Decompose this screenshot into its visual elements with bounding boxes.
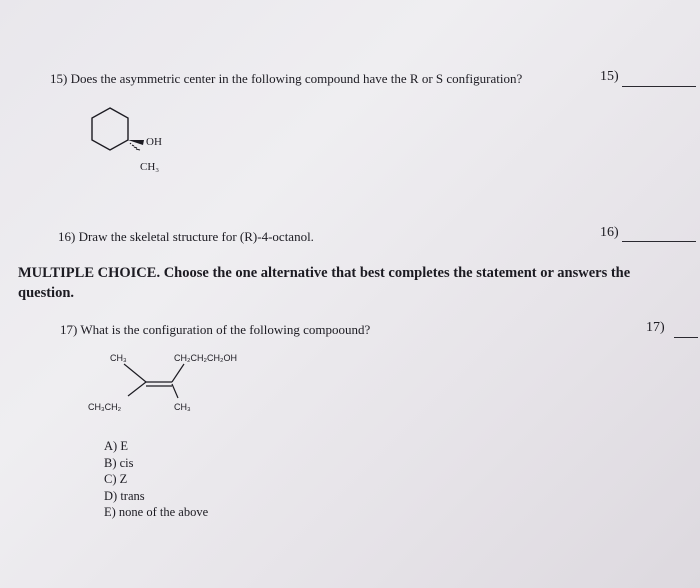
oh-label: OH (146, 136, 162, 148)
option-d[interactable]: D) trans (104, 488, 145, 503)
option-b[interactable]: B) cis (104, 455, 134, 470)
question-15-number: 15) (600, 69, 619, 84)
bottom-right-substituent: CH₃ (174, 402, 191, 412)
answer-blank-17[interactable] (674, 337, 698, 338)
wedge-bond (128, 140, 144, 145)
option-e[interactable]: E) none of the above (104, 505, 209, 519)
option-c[interactable]: C) Z (104, 472, 128, 486)
answer-options (104, 438, 208, 521)
cyclohexanol-structure (82, 102, 192, 178)
question-16-number: 16) (600, 225, 619, 240)
top-left-substituent: CH₃ (110, 353, 127, 363)
question-15-text: 15) Does the asymmetric center in the following compound have the R or S configuration? (50, 71, 523, 86)
top-right-substituent: CH₂CH₂CH₂OH (174, 353, 237, 363)
cyclohexane-ring (92, 108, 128, 150)
alkene-structure (84, 344, 284, 424)
multiple-choice-heading: MULTIPLE CHOICE. Choose the one alternative that best completes the statement or answers the question. (18, 265, 631, 301)
answer-blank-15[interactable] (622, 86, 696, 87)
option-a[interactable]: A) E (104, 439, 128, 453)
ch3-label: CH₃ (140, 161, 160, 173)
hashed-bond (130, 143, 140, 150)
question-16-text: 16) Draw the skeletal structure for (R)-4-octanol. (58, 229, 314, 244)
bottom-left-substituent: CH₃CH₂ (88, 402, 122, 412)
question-17-text: 17) What is the configuration of the following compoound? (60, 322, 371, 337)
answer-blank-16[interactable] (622, 241, 696, 242)
question-17-number: 17) (646, 320, 665, 335)
